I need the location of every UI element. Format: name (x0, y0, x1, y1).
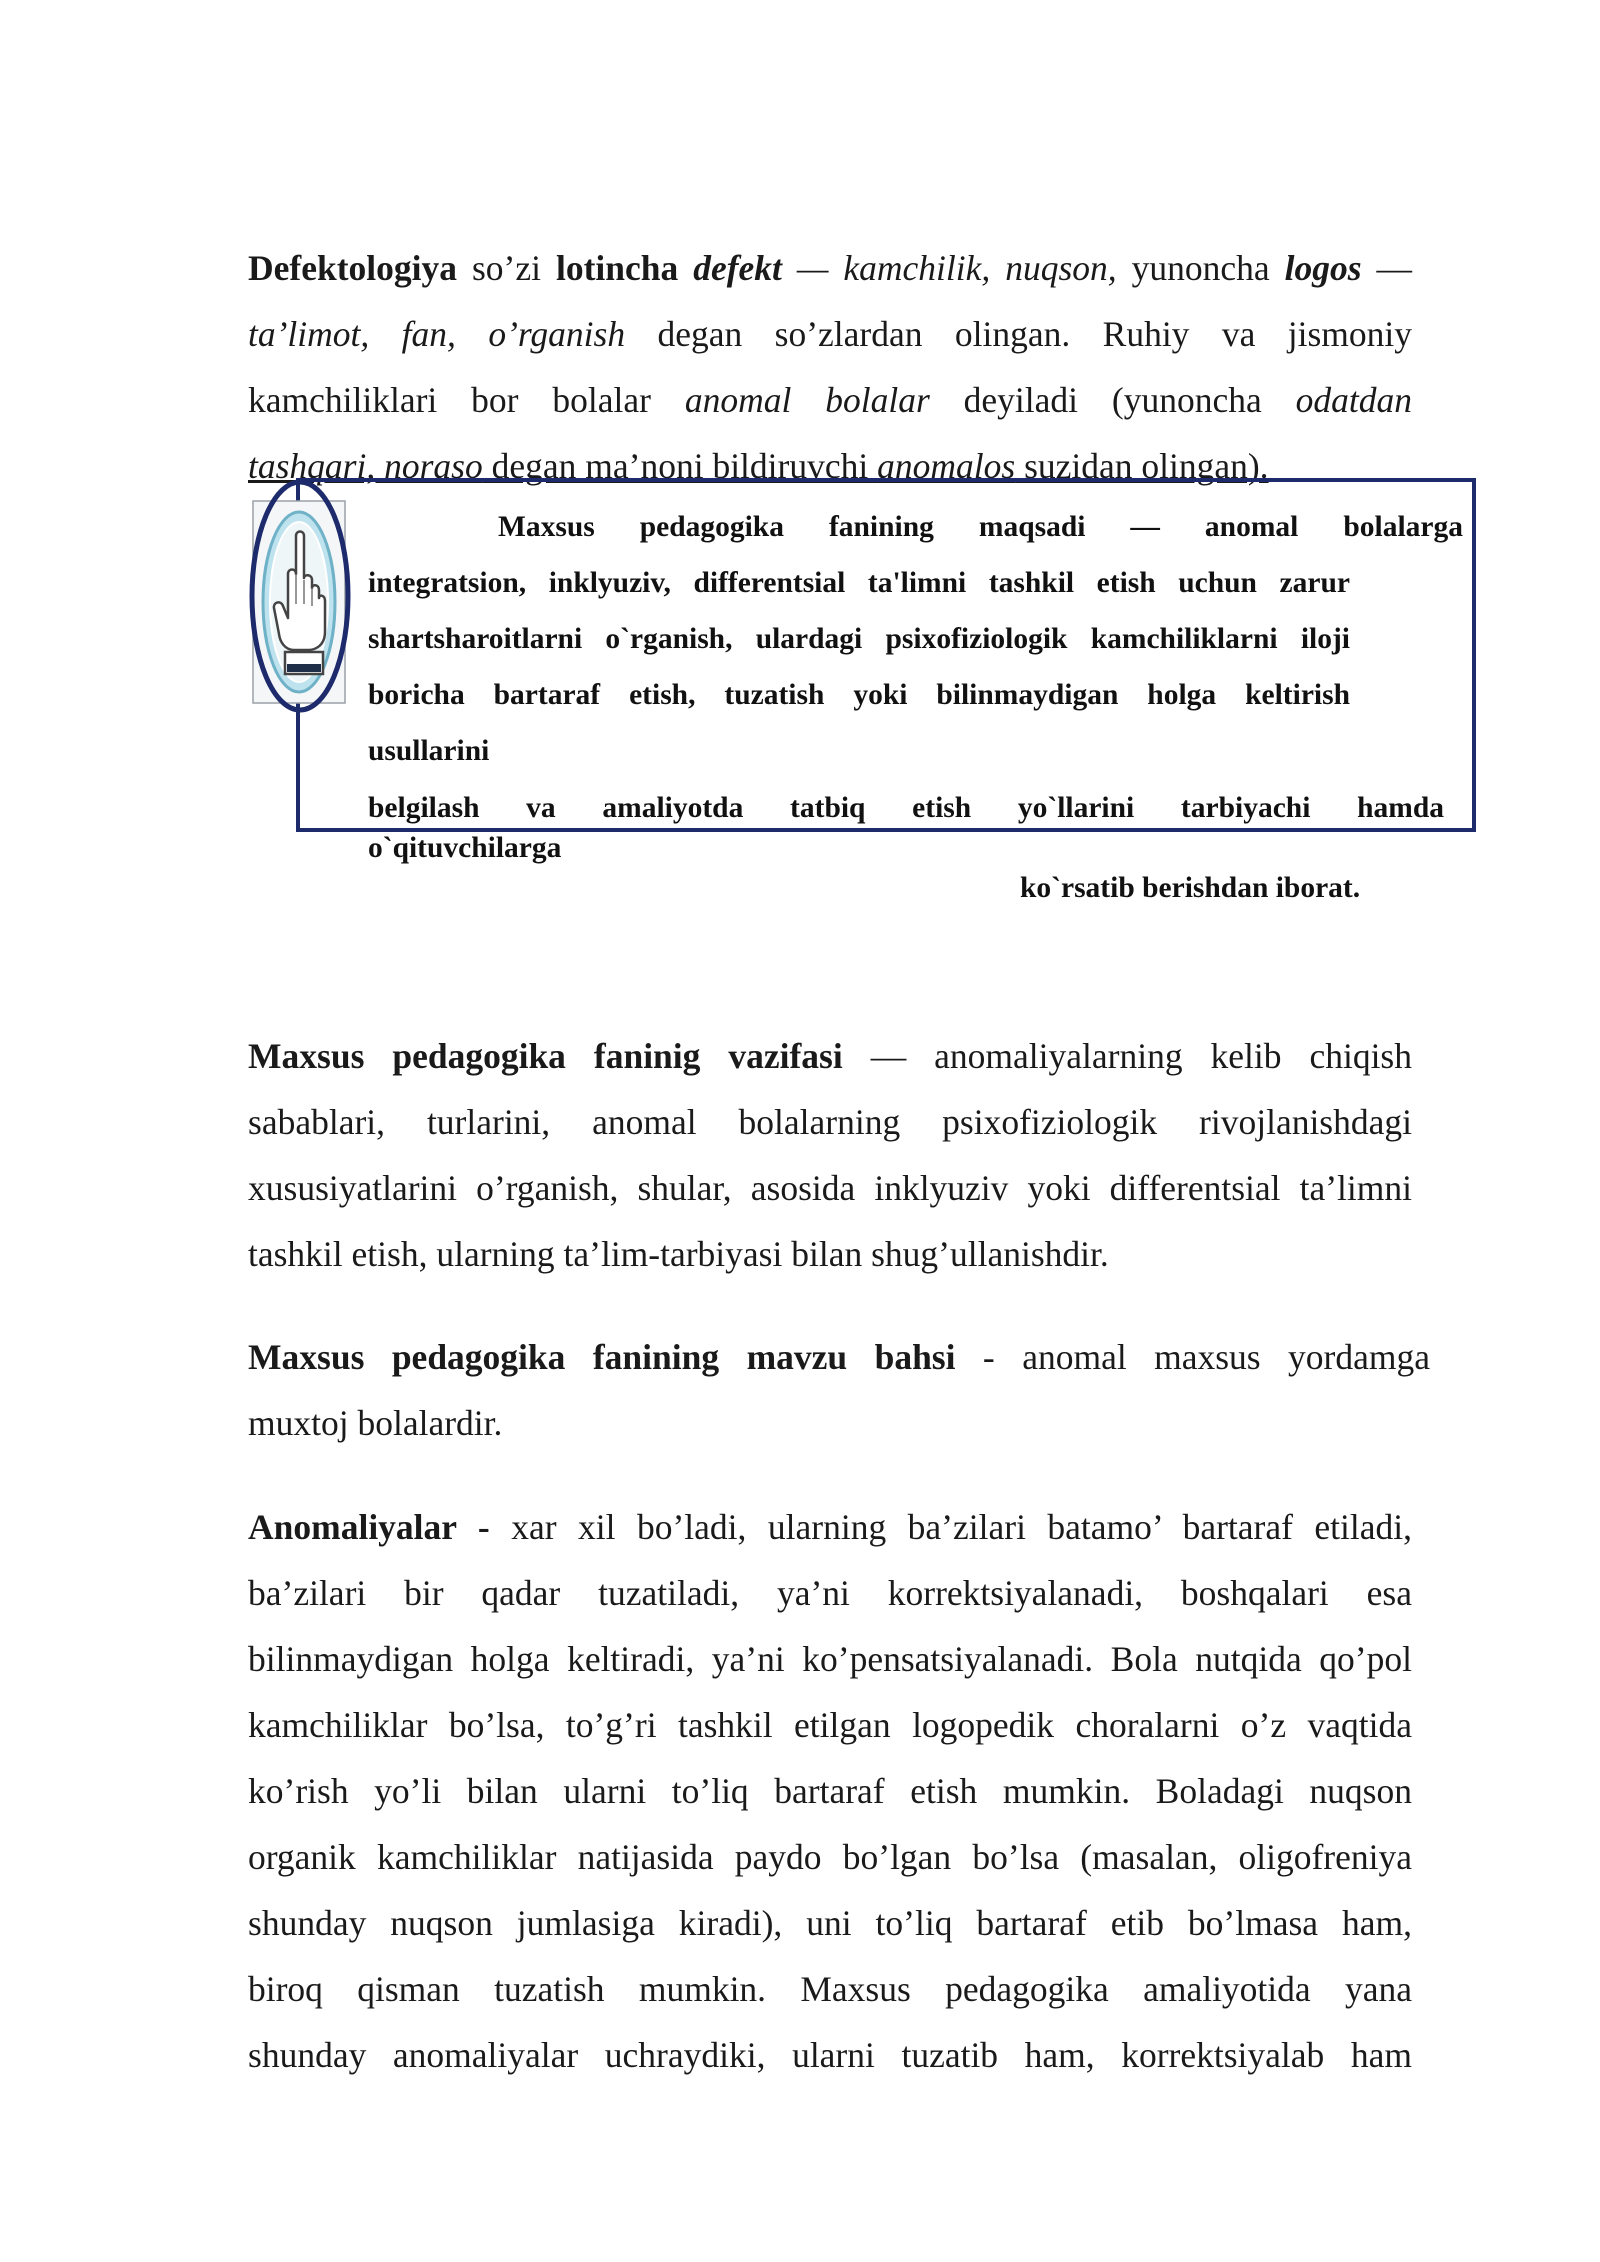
text-line (248, 1494, 1412, 1560)
text-run: tashqari, noraso (248, 446, 483, 486)
task-paragraph (248, 1023, 1412, 1287)
text-run: kamchiliklari bor bolalar (248, 380, 685, 420)
text-run: anomalos (877, 446, 1016, 486)
note-line: shartsharoitlarni o`rganish, ulardagi psixofiziologik kamchiliklarni iloji (368, 623, 1350, 655)
text-line (248, 367, 1412, 433)
text-line: xususiyatlarini o’rganish, shular, asosida inklyuziv yoki differentsial ta’limni (248, 1168, 1412, 1208)
text-line: biroq qisman tuzatish mumkin. Maxsus pedagogika amaliyotida yana (248, 1969, 1412, 2009)
anomalies-paragraph (248, 1494, 1412, 2088)
term-anomaliyalar: Anomaliyalar - (248, 1507, 490, 1547)
text-line (248, 1023, 1412, 1089)
text-line: kamchiliklar bo’lsa, to’g’ri tashkil etilgan logopedik choralarni o’z vaqtida (248, 1705, 1412, 1745)
term-vazifasi: Maxsus pedagogika faninig vazifasi (248, 1036, 843, 1076)
text-line (248, 235, 1412, 301)
text-line: ba’zilari bir qadar tuzatiladi, ya’ni korrektsiyalanadi, boshqalari esa (248, 1573, 1412, 1613)
note-line: boricha bartaraf etish, tuzatish yoki bilinmaydigan holga keltirish (368, 679, 1350, 711)
text-line: sabablari, turlarini, anomal bolalarning psixofiziologik rivojlanishdagi (248, 1102, 1412, 1142)
text-run: - anomal maxsus yordamga (955, 1337, 1431, 1377)
note-line: integratsion, inklyuziv, differentsial ta'limni tashkil etish uchun zarur (368, 567, 1350, 599)
text-run: suzidan olingan). (1015, 446, 1269, 486)
text-line: muxtoj bolalardir. (248, 1403, 503, 1443)
text-run: degan ma’noni bildiruvchi (482, 446, 878, 486)
text-run: — (781, 248, 844, 288)
text-run: degan so’zlardan olingan. Ruhiy va jismoniy (625, 314, 1412, 354)
highlight-oval (248, 478, 352, 714)
intro-paragraph (248, 235, 1412, 499)
text-line: bilinmaydigan holga keltiradi, ya’ni ko’pensatsiyalanadi. Bola nutqida qo’pol (248, 1639, 1412, 1679)
text-run: — (1361, 248, 1413, 288)
text-run: kamchilik, nuqson, (843, 248, 1117, 288)
text-run: so’zi (457, 248, 556, 288)
text-run: xar xil bo’ladi, ularning ba’zilari batamo’ bartaraf etiladi, (489, 1507, 1412, 1547)
term-defekt: defekt (693, 248, 782, 288)
subject-paragraph (248, 1324, 1430, 1456)
text-line (248, 301, 1412, 367)
text-run: deyiladi (yunoncha (929, 380, 1296, 420)
note-line: o`qituvchilarga (368, 832, 562, 864)
term-defektologiya: Defektologiya (248, 248, 458, 288)
text-line (248, 1324, 1430, 1390)
text-run: odatdan (1295, 380, 1412, 420)
text-run (678, 248, 693, 288)
note-line: belgilash va amaliyotda tatbiq etish yo`llarini tarbiyachi hamda (368, 792, 1444, 824)
note-line: Maxsus pedagogika fanining maqsadi — anomal bolalarga (498, 511, 1463, 543)
text-line: shunday anomaliyalar uchraydiki, ularni tuzatib ham, korrektsiyalab ham (248, 2035, 1412, 2075)
text-line: organik kamchiliklar natijasida paydo bo’lgan bo’lsa (masalan, oligofreniya (248, 1837, 1412, 1877)
term-logos: logos (1284, 248, 1362, 288)
text-run: ta’limot, fan, o’rganish (248, 314, 626, 354)
text-line: ko’rish yo’li bilan ularni to’liq bartaraf etish mumkin. Boladagi nuqson (248, 1771, 1412, 1811)
text-run: anomal bolalar (684, 380, 930, 420)
text-line: tashkil etish, ularning ta’lim-tarbiyasi bilan shug’ullanishdir. (248, 1234, 1109, 1274)
note-line: usullarini (368, 735, 490, 767)
term-mavzu-bahsi: Maxsus pedagogika fanining mavzu bahsi (248, 1337, 956, 1377)
text-run: — anomaliyalarning kelib chiqish (842, 1036, 1412, 1076)
note-line: ko`rsatib berishdan iborat. (1020, 872, 1361, 904)
text-line: shunday nuqson jumlasiga kiradi), uni to’liq bartaraf etib bo’lmasa ham, (248, 1903, 1412, 1943)
term-lotincha: lotincha (555, 248, 679, 288)
text-run: yunoncha (1116, 248, 1285, 288)
